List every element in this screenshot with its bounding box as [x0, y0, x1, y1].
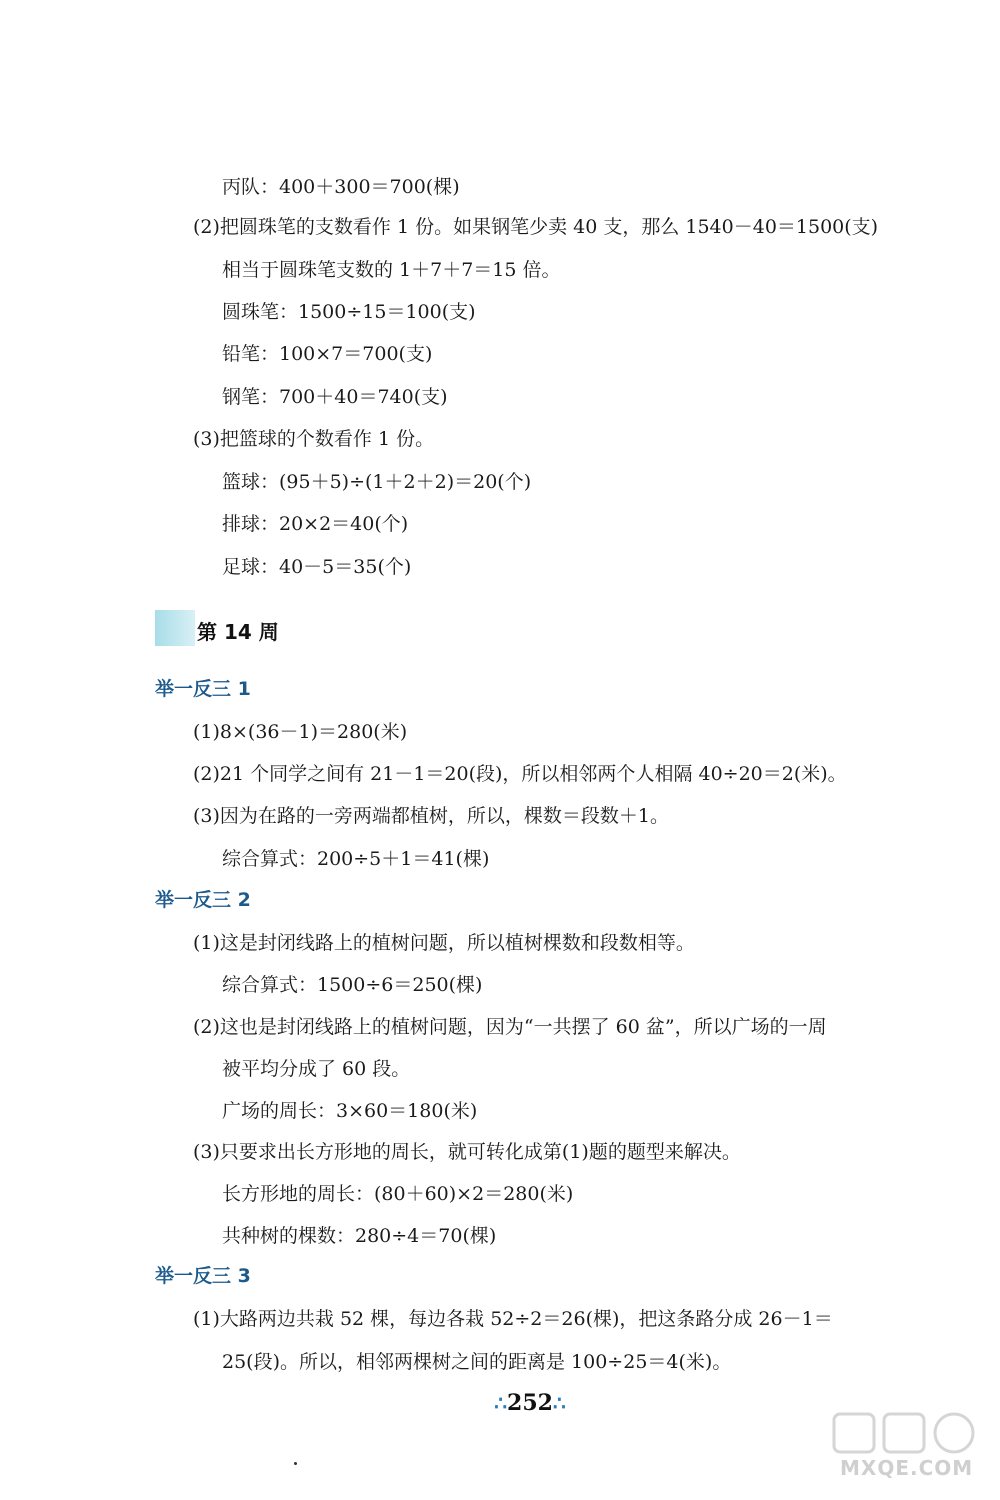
page-number	[470, 1390, 590, 1416]
text-line: (1)8×(36－1)＝280(米)	[193, 721, 408, 743]
text-line: (1)大路两边共栽 52 棵，每边各栽 52÷2＝26(棵)，把这条路分成 26－1＝	[193, 1308, 833, 1330]
section-heading: 举一反三 2	[155, 889, 251, 911]
week-title: 第 14 周	[197, 620, 279, 644]
text-line: (1)这是封闭线路上的植树问题，所以植树棵数和段数相等。	[193, 932, 695, 954]
text-line: 圆珠笔：1500÷15＝100(支)	[222, 301, 476, 323]
section-heading: 举一反三 3	[155, 1265, 251, 1287]
banner-decoration	[155, 610, 195, 646]
text-line: 篮球：(95＋5)÷(1＋2＋2)＝20(个)	[222, 471, 532, 493]
text-line: (2)把圆珠笔的支数看作 1 份。如果钢笔少卖 40 支，那么 1540－40＝1500(支)	[193, 216, 879, 238]
dots-decoration-left: ∴	[494, 1391, 508, 1415]
text-line: 广场的周长：3×60＝180(米)	[222, 1100, 478, 1122]
text-line: 丙队：400＋300＝700(棵)	[222, 176, 460, 198]
text-line: (3)只要求出长方形地的周长，就可转化成第(1)题的题型来解决。	[193, 1141, 741, 1163]
text-line: 铅笔：100×7＝700(支)	[222, 343, 433, 365]
text-line: 相当于圆珠笔支数的 1＋7＋7＝15 倍。	[222, 259, 561, 281]
text-line: 长方形地的周长：(80＋60)×2＝280(米)	[222, 1183, 574, 1205]
text-line: 综合算式：1500÷6＝250(棵)	[222, 974, 483, 996]
week-banner	[155, 610, 285, 646]
text-line: (3)因为在路的一旁两端都植树，所以，棵数＝段数＋1。	[193, 805, 670, 827]
dots-decoration-right: ∴	[552, 1391, 566, 1415]
text-line: 共种树的棵数：280÷4＝70(棵)	[222, 1225, 497, 1247]
text-line: 排球：20×2＝40(个)	[222, 513, 409, 535]
text-line: (2)21 个同学之间有 21－1＝20(段)，所以相邻两个人相隔 40÷20＝2(米)。	[193, 763, 847, 785]
text-line: 被平均分成了 60 段。	[222, 1058, 411, 1080]
text-line: 钢笔：700＋40＝740(支)	[222, 386, 448, 408]
text-line: (3)把篮球的个数看作 1 份。	[193, 428, 435, 450]
watermark-text: MXQE.COM	[840, 1456, 974, 1480]
watermark	[830, 1410, 990, 1490]
text-line: (2)这也是封闭线路上的植树问题，因为“一共摆了 60 盆”，所以广场的一周	[193, 1016, 827, 1038]
stray-dot	[294, 1462, 297, 1465]
section-heading: 举一反三 1	[155, 678, 251, 700]
text-line: 足球：40－5＝35(个)	[222, 556, 412, 578]
watermark-logo-icon	[830, 1410, 980, 1456]
page-number-value: 252	[507, 1390, 553, 1416]
text-line: 25(段)。所以，相邻两棵树之间的距离是 100÷25＝4(米)。	[222, 1351, 732, 1373]
text-line: 综合算式：200÷5＋1＝41(棵)	[222, 848, 490, 870]
